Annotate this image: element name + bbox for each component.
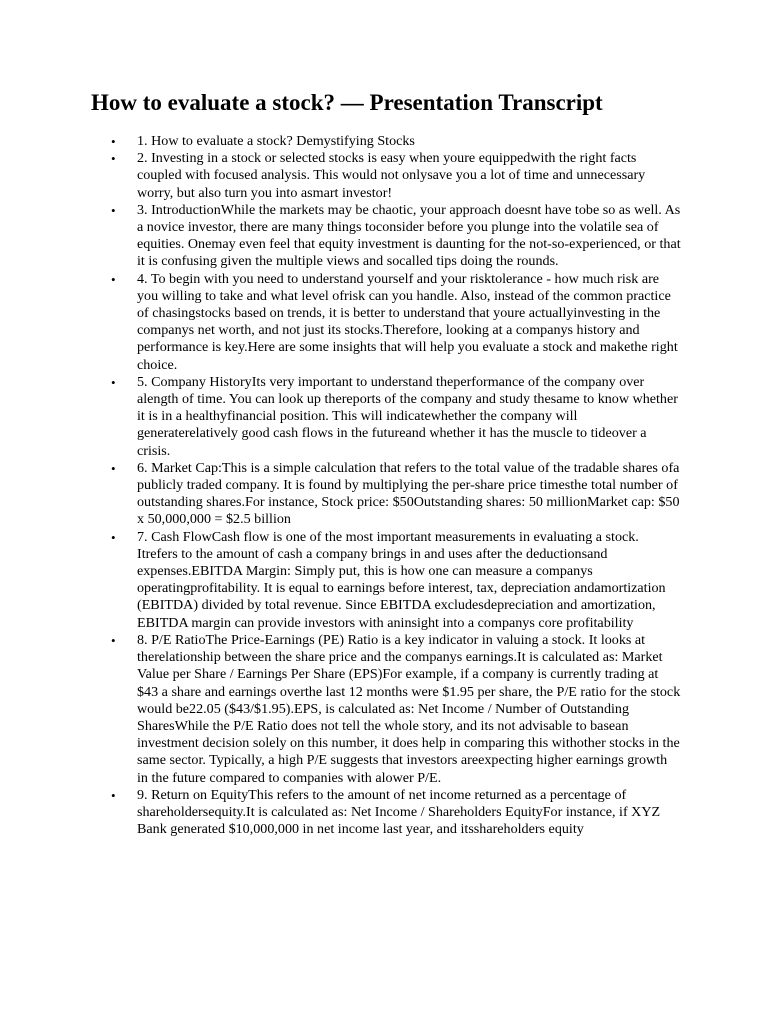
list-item-text: 5. Company HistoryIts very important to understand theperformance of the company over alength of time. You can look up thereports of the company and study thesame to know whether it is in a healthyfinancial position. This will indicatewhether the company will generaterelatively good cash flows in the futureand whether it has the muscle to tideover a crisis. xyxy=(137,373,678,459)
list-item xyxy=(111,150,681,202)
bullet-icon: • xyxy=(111,460,116,476)
list-item xyxy=(111,528,681,632)
list-item-text: 1. How to evaluate a stock? Demystifying Stocks xyxy=(137,133,415,149)
bullet-icon: • xyxy=(111,134,116,149)
list-item-text: 2. Investing in a stock or selected stocks is easy when youre equippedwith the right facts coupled with focused analysis. This would not onlysave you a lot of time and unnecessary worry, but also turn you into asmart investor! xyxy=(137,150,646,201)
list-item xyxy=(111,459,681,529)
bullet-icon: • xyxy=(111,529,116,545)
list-item-text: 6. Market Cap:This is a simple calculation that refers to the total value of the tradable shares ofa publicly traded company. It is found by multiplying the per-share price timesthe total number of outstanding shares.For instance, Stock price: $50Outstanding shares: 50 millionMarket cap: $50 x 50,000,000 = $2.5 billion xyxy=(137,459,680,528)
list-item-text: 8. P/E RatioThe Price-Earnings (PE) Ratio is a key indicator in valuing a stock. It looks at therelationship between the share price and the companys earnings.It is calculated as: Market Value per Share / Earnings Per Share (EPS)For example, if a company is currently trading at $43 a share and earnings overthe last 12 months were $1.95 per share, the P/E ratio for the stock would be22.05 ($43/$1.95).EPS, is calculated as: Net Income / Number of Outstanding SharesWhile the P/E Ratio does not tell the whole story, and its not advisable to basean investment decision solely on this number, it does help in comparing this withother stocks in the same sector. Typically, a high P/E suggests that investors areexpecting higher earnings growth in the future compared to companies with alower P/E. xyxy=(137,631,681,786)
bullet-icon: • xyxy=(111,151,116,167)
list-item-text: 7. Cash FlowCash flow is one of the most important measurements in evaluating a stock. Itrefers to the amount of cash a company brings in and uses after the deductionsand expenses.EBITDA Margin: Simply put, this is how one can measure a companys operatingprofitability. It is equal to earnings before interest, tax, depreciation andamortization (EBITDA) divided by total revenue. Since EBITDA excludesdepreciation and amortization, EBITDA margin can provide investors with aninsight into a companys core profitability xyxy=(137,528,666,631)
bullet-icon: • xyxy=(111,374,116,390)
bullet-icon: • xyxy=(111,202,116,218)
transcript-list xyxy=(111,133,681,838)
list-item xyxy=(111,201,681,271)
list-item xyxy=(111,373,681,460)
list-item xyxy=(111,270,681,374)
bullet-icon: • xyxy=(111,787,116,803)
bullet-icon: • xyxy=(111,632,116,648)
list-item xyxy=(111,786,681,839)
list-item xyxy=(111,631,681,787)
page-title: How to evaluate a stock? — Presentation Transcript xyxy=(91,90,603,115)
list-item-text: 9. Return on EquityThis refers to the amount of net income returned as a percentage of shareholdersequity.It is calculated as: Net Income / Shareholders EquityFor instance, if XYZ Bank generated $10,000,000 in net income last year, and itsshareholders equity xyxy=(137,786,661,838)
bullet-icon: • xyxy=(111,271,116,287)
list-item xyxy=(111,133,681,150)
list-item-text: 4. To begin with you need to understand yourself and your risktolerance - how much risk are you willing to take and what level ofrisk can you handle. Also, instead of the common practice of chasingstocks based on trends, it is better to understand that youre actuallyinvesting in the companys net worth, and not just its stocks.Therefore, looking at a companys history and performance is key.Here are some insights that will help you evaluate a stock and makethe right choice. xyxy=(137,270,678,373)
list-item-text: 3. IntroductionWhile the markets may be chaotic, your approach doesnt have tobe so as well. As a novice investor, there are many things toconsider before you plunge into the volatile sea of equities. Onemay even feel that equity investment is daunting for the not-so-experienced, or that it is confusing given the multiple views and socalled tips doing the rounds. xyxy=(137,201,681,270)
